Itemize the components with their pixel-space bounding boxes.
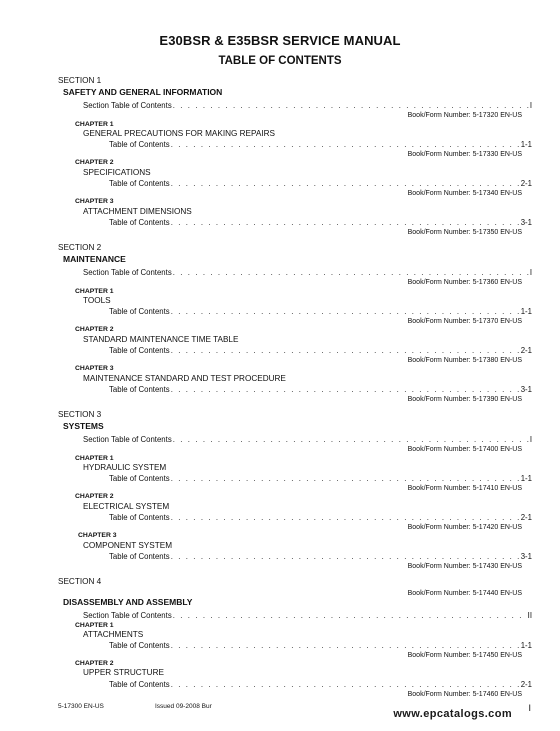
toc-page-number: 3-1 [520,218,532,227]
watermark-url: www.epcatalogs.com [393,708,512,720]
toc-page-number: 1-1 [520,140,532,149]
chapter-label: CHAPTER 3 [75,365,114,372]
toc-page-number: 2-1 [520,680,532,689]
section-title: SAFETY AND GENERAL INFORMATION [63,87,223,97]
toc-entry-label: Table of Contents [109,179,170,188]
chapter-title: SPECIFICATIONS [83,168,151,177]
toc-page-number: 2-1 [520,513,532,522]
section-label: SECTION 2 [58,243,102,252]
chapter-label: CHAPTER 2 [75,493,114,500]
chapter-label: CHAPTER 2 [75,159,114,166]
chapter-title: MAINTENANCE STANDARD AND TEST PROCEDURE [83,374,286,383]
toc-page-number: 2-1 [520,179,532,188]
chapter-label: CHAPTER 1 [75,455,114,462]
book-form-number: Book/Form Number: 5-17360 EN-US [407,279,522,286]
toc-page-number: 1-1 [520,307,532,316]
chapter-title: HYDRAULIC SYSTEM [83,463,167,472]
toc-page-number: 3-1 [520,552,532,561]
chapter-title: COMPONENT SYSTEM [83,541,173,550]
chapter-label: CHAPTER 2 [75,326,114,333]
chapter-label: CHAPTER 2 [75,660,114,667]
chapter-label: CHAPTER 1 [75,622,114,629]
toc-entry-label: Table of Contents [109,680,170,689]
chapter-title: ATTACHMENTS [83,630,144,639]
section-title: MAINTENANCE [63,254,126,264]
chapter-label: CHAPTER 1 [75,121,114,128]
book-form-number: Book/Form Number: 5-17420 EN-US [407,524,522,531]
chapter-label: CHAPTER 3 [78,532,117,539]
toc-entry-label: Section Table of Contents [83,611,172,620]
book-form-number: Book/Form Number: 5-17380 EN-US [407,357,522,364]
chapter-title: UPPER STRUCTURE [83,668,164,677]
toc-entry-label: Table of Contents [109,641,170,650]
toc-page-number: II [527,611,532,620]
section-label: SECTION 3 [58,410,102,419]
footer-form-number: 5-17300 EN-US [58,703,104,710]
toc-page-number: 2-1 [520,346,532,355]
toc-page-number: 1-1 [520,641,532,650]
toc-entry-label: Section Table of Contents [83,101,172,110]
book-form-number: Book/Form Number: 5-17460 EN-US [407,691,522,698]
book-form-number: Book/Form Number: 5-17410 EN-US [407,485,522,492]
chapter-title: ATTACHMENT DIMENSIONS [83,207,192,216]
chapter-title: ELECTRICAL SYSTEM [83,502,170,511]
chapter-title: STANDARD MAINTENANCE TIME TABLE [83,335,239,344]
section-label: SECTION 1 [58,76,102,85]
book-form-number: Book/Form Number: 5-17370 EN-US [407,318,522,325]
toc-page-number: 3-1 [520,385,532,394]
toc-entry-label: Table of Contents [109,346,170,355]
book-form-number: Book/Form Number: 5-17440 EN-US [407,590,522,597]
toc-page-number: 1-1 [520,474,532,483]
chapter-title: TOOLS [83,296,111,305]
book-form-number: Book/Form Number: 5-17320 EN-US [407,112,522,119]
section-title: SYSTEMS [63,421,104,431]
book-form-number: Book/Form Number: 5-17340 EN-US [407,190,522,197]
dot-leader [173,610,527,621]
toc-entry-label: Table of Contents [109,140,170,149]
footer-page-number: I [528,703,531,713]
book-form-number: Book/Form Number: 5-17450 EN-US [407,652,522,659]
section-label: SECTION 4 [58,577,102,586]
book-form-number: Book/Form Number: 5-17390 EN-US [407,396,522,403]
chapter-label: CHAPTER 1 [75,288,114,295]
book-form-number: Book/Form Number: 5-17430 EN-US [407,563,522,570]
toc-entry-label: Section Table of Contents [83,268,172,277]
toc-entry-label: Table of Contents [109,385,170,394]
toc-entry-label: Table of Contents [109,307,170,316]
section-title: DISASSEMBLY AND ASSEMBLY [63,597,193,607]
document-subtitle: TABLE OF CONTENTS [218,55,342,67]
footer-issued-date: Issued 09-2008 Bur [155,703,212,710]
document-title: E30BSR & E35BSR SERVICE MANUAL [159,33,401,48]
toc-entry-label: Table of Contents [109,552,170,561]
toc-entry-label: Section Table of Contents [83,435,172,444]
toc-page-number: I [529,268,532,277]
section-toc-entry[interactable] [83,610,532,621]
book-form-number: Book/Form Number: 5-17350 EN-US [407,229,522,236]
book-form-number: Book/Form Number: 5-17400 EN-US [407,446,522,453]
toc-page-number: I [529,435,532,444]
chapter-title: GENERAL PRECAUTIONS FOR MAKING REPAIRS [83,129,275,138]
book-form-number: Book/Form Number: 5-17330 EN-US [407,151,522,158]
chapter-label: CHAPTER 3 [75,198,114,205]
toc-page-number: I [529,101,532,110]
toc-entry-label: Table of Contents [109,474,170,483]
toc-entry-label: Table of Contents [109,513,170,522]
toc-entry-label: Table of Contents [109,218,170,227]
